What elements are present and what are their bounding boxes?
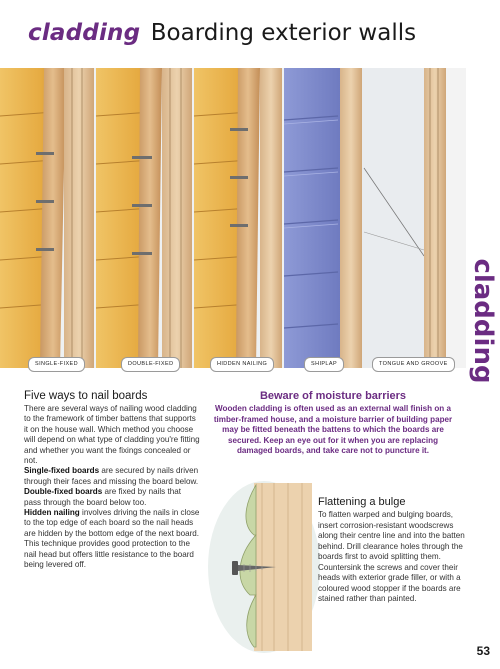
label-hidden-nailing: HIDDEN NAILING — [210, 357, 274, 372]
nailing-body — [24, 404, 200, 571]
section-keyword: cladding — [28, 20, 141, 46]
single-fixed-text: are secured by nails driven through their faces and missing the board below. — [24, 466, 199, 486]
label-double-fixed: DOUBLE-FIXED — [121, 357, 180, 372]
flattening-bulge-section — [318, 496, 468, 605]
label-single-fixed: SINGLE-FIXED — [28, 357, 85, 372]
page-title: Boarding exterior walls — [150, 20, 417, 46]
hidden-nailing-text: involves driving the nails in close to the top edge of each board so the nail heads are hidden by the bottom edge of the next board. This technique provides good protection to the nail head but offers little resistance to the board being levered off. — [24, 508, 200, 570]
double-fixed-text: are fixed by nails that pass through the board below too. — [24, 487, 181, 507]
nailing-intro: There are several ways of nailing wood cladding to the framework of timber battens that supports it on the house wall. Which method you choose will depend on what type of cladding you're fitting and whether you want the fixings concealed or not. — [24, 404, 200, 466]
warning-text: Wooden cladding is often used as an external wall finish on a timber-framed house, and a moisture barrier of building paper may be fitted beneath the battens to which the boards are secured. Keep an eye out for it when you are replacing damaged boards, and take care not to puncture it. — [213, 404, 453, 455]
panel-tongue-and-groove — [362, 68, 466, 368]
bulge-text: To flatten warped and bulging boards, insert corrosion-resistant woodscrews along their centre line and into the batten behind. Drill clearance holes through the boards first to avoid splitting them. Countersink the screws and cover their heads with exterior grade filler, or with a coloured wood stopper if the boards are stained rather than painted. — [318, 510, 465, 603]
side-tab — [466, 253, 500, 388]
panel-hidden-nailing — [194, 68, 282, 368]
single-fixed-term: Single-fixed boards — [24, 466, 100, 476]
cladding-illustration — [0, 68, 466, 368]
bulge-heading: Flattening a bulge — [318, 496, 406, 508]
label-shiplap: SHIPLAP — [304, 357, 344, 372]
side-tab-label: cladding — [468, 257, 498, 384]
bulge-illustration — [204, 475, 322, 655]
page-number: 53 — [476, 644, 490, 658]
moisture-warning-box — [210, 390, 456, 457]
panel-single-fixed — [0, 68, 94, 368]
warning-heading: Beware of moisture barriers — [259, 390, 407, 402]
cladding-photo — [0, 68, 466, 368]
panel-shiplap — [284, 68, 362, 368]
label-tongue-and-groove: TONGUE AND GROOVE — [372, 357, 455, 372]
page-header — [28, 20, 468, 56]
double-fixed-term: Double-fixed boards — [24, 487, 103, 497]
hidden-nailing-term: Hidden nailing — [24, 508, 80, 518]
nailing-methods-section — [24, 390, 200, 571]
nailing-heading: Five ways to nail boards — [24, 390, 148, 402]
panel-double-fixed — [96, 68, 192, 368]
